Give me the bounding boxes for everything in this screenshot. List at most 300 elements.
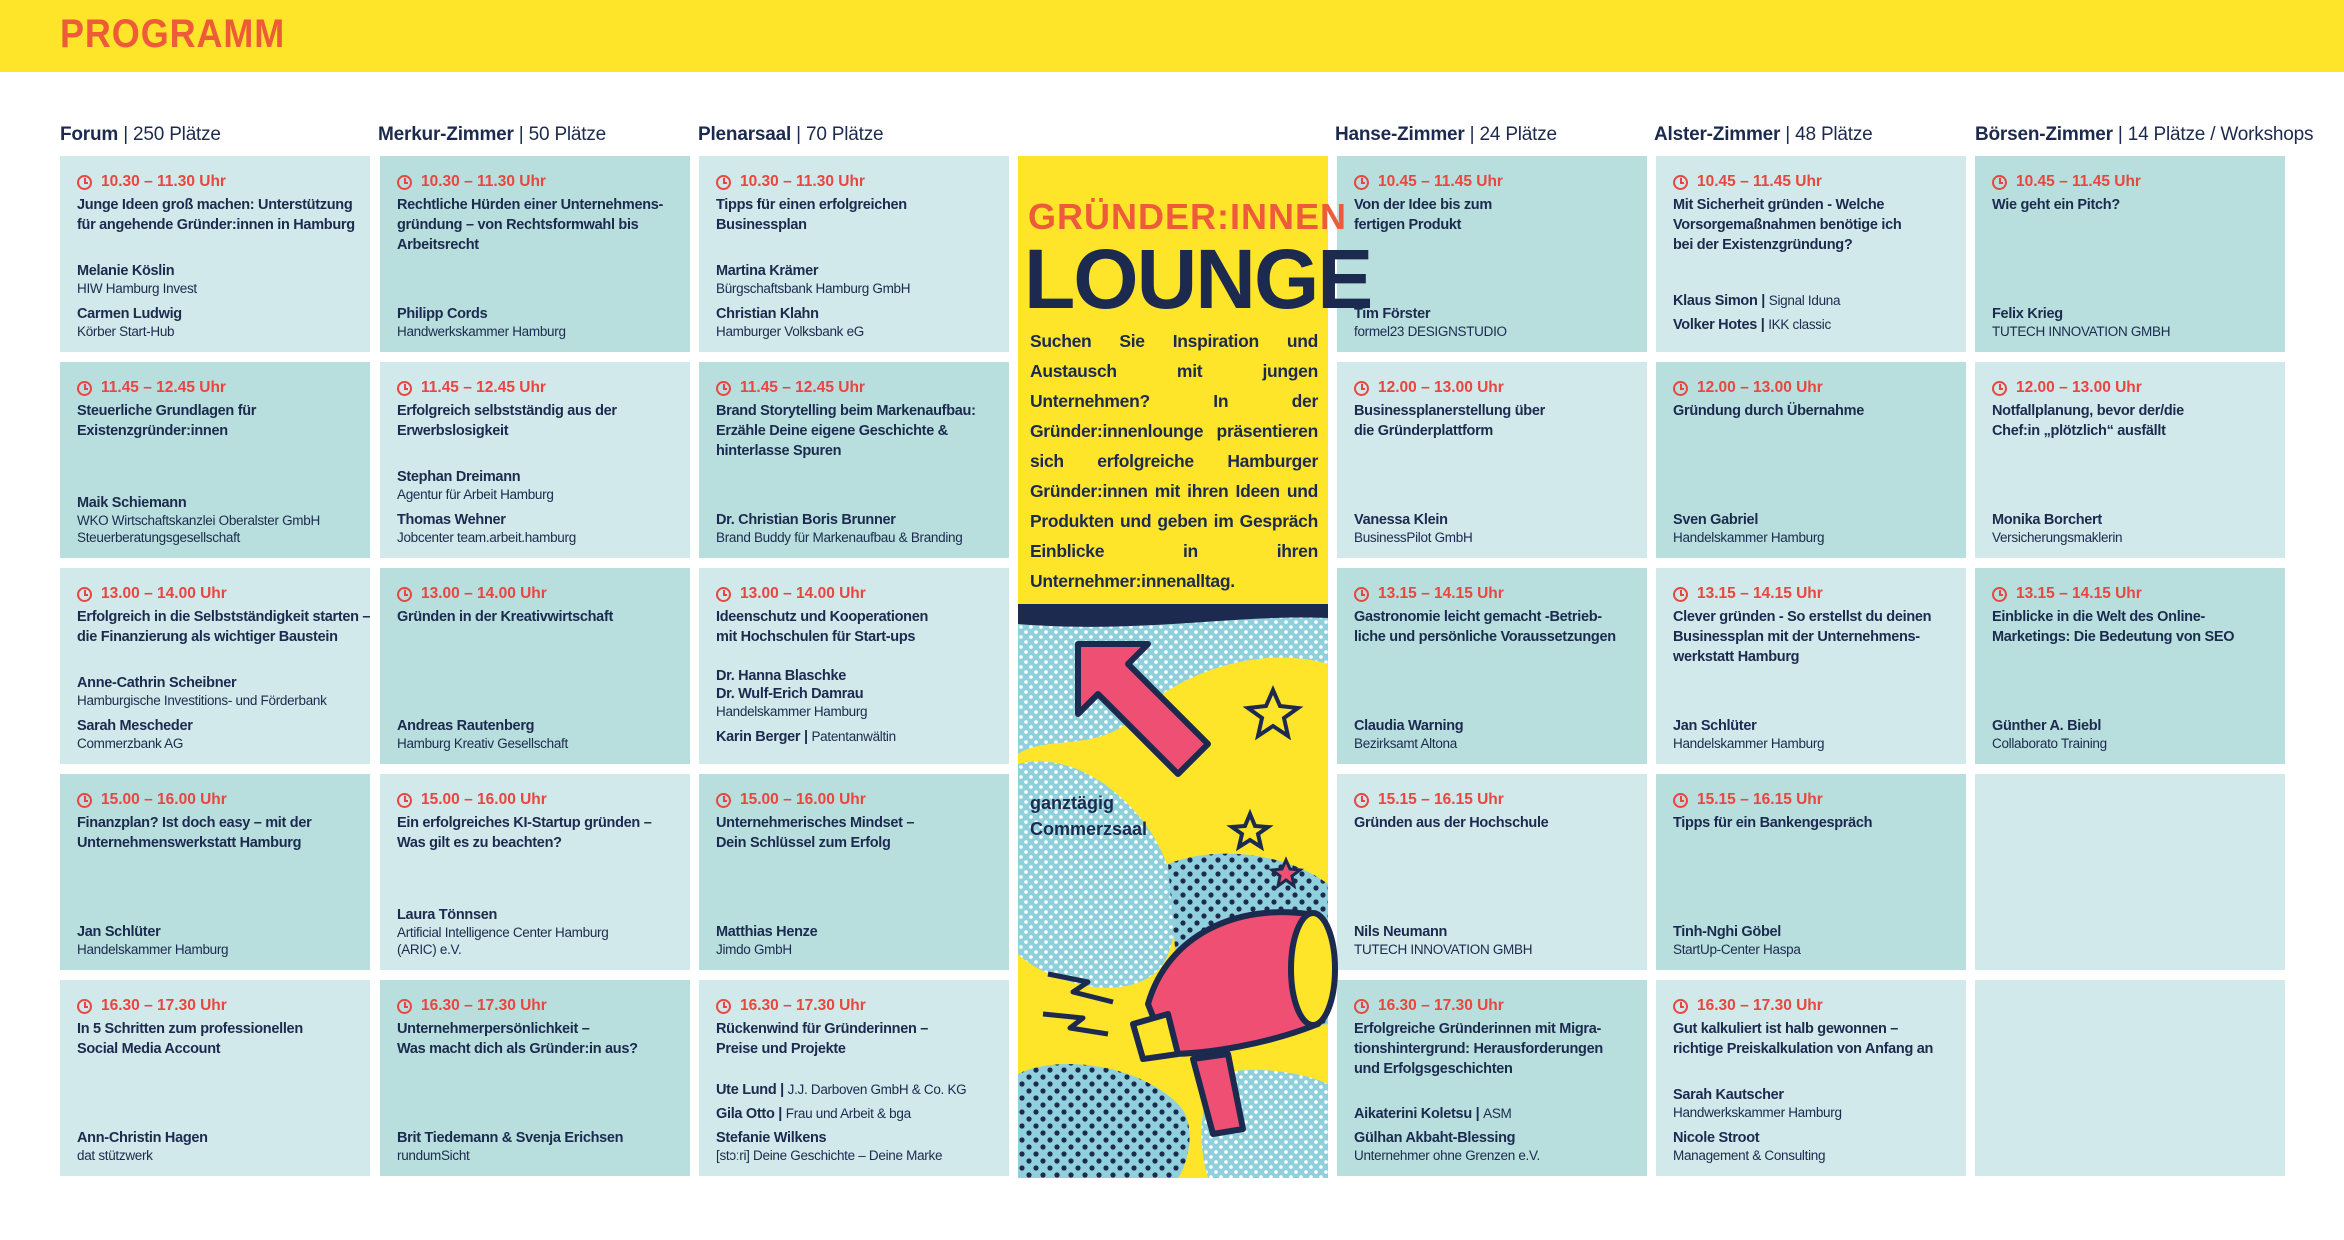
speaker-organization: (ARIC) e.V. xyxy=(397,942,462,957)
session-time: 16.30 – 17.30 Uhr xyxy=(740,997,866,1014)
session-title-line: Erfolgreich selbstständig aus der xyxy=(397,403,617,419)
speaker-name-text: Sarah Mescheder xyxy=(77,718,193,734)
speaker-organization: Handelskammer Hamburg xyxy=(1673,530,1825,545)
session-time-row xyxy=(397,378,690,398)
session-title xyxy=(77,1019,370,1059)
session-title-line: Unternehmerisches Mindset – xyxy=(716,815,915,831)
speaker-name-text: Gila Otto xyxy=(716,1106,775,1122)
separator: | xyxy=(1756,317,1769,333)
session-title-line: für angehende Gründer:innen in Hamburg xyxy=(77,217,355,233)
session-time-row xyxy=(397,790,690,810)
speaker-name-text: Tim Förster xyxy=(1354,306,1431,322)
speaker-list xyxy=(397,717,684,752)
empty-slot xyxy=(1975,980,2285,1176)
speaker-list xyxy=(397,305,684,340)
session-title-line: Junge Ideen groß machen: Unterstützung xyxy=(77,197,353,213)
session-title-line: richtige Preiskalkulation von Anfang an xyxy=(1673,1041,1934,1057)
session-title-line: Gründen aus der Hochschule xyxy=(1354,815,1549,831)
session-title-line: Rechtliche Hürden einer Unternehmens- xyxy=(397,197,664,213)
speaker-organization: Handwerkskammer Hamburg xyxy=(397,324,566,339)
speaker-name xyxy=(1673,717,1960,735)
speaker-organization: Patentanwältin xyxy=(811,729,896,744)
speaker-organization: Bürgschaftsbank Hamburg GmbH xyxy=(716,281,911,296)
speaker-name xyxy=(77,305,364,323)
speaker-name-text: Andreas Rautenberg xyxy=(397,718,535,734)
speaker-name xyxy=(1354,717,1641,735)
session-time-row xyxy=(77,790,370,810)
session-time: 12.00 – 13.00 Uhr xyxy=(1378,379,1504,396)
clock-icon xyxy=(716,175,731,190)
speaker-name-text: Volker Hotes xyxy=(1673,317,1757,333)
speaker-name xyxy=(716,1081,1003,1099)
session-card xyxy=(1975,156,2285,352)
clock-icon xyxy=(1354,381,1369,396)
speaker-list xyxy=(77,262,364,340)
session-time-row xyxy=(1673,790,1966,810)
session-time: 15.00 – 16.00 Uhr xyxy=(421,791,547,808)
lounge-footer-location: Commerzsaal xyxy=(1030,819,1148,839)
speaker-list xyxy=(1354,923,1641,958)
clock-icon xyxy=(77,793,92,808)
speaker-name-text: Tinh-Nghi Göbel xyxy=(1673,924,1781,940)
speaker-name xyxy=(77,1129,364,1147)
clock-icon xyxy=(1992,381,2007,396)
speaker-organization: TUTECH INNOVATION GMBH xyxy=(1354,942,1533,957)
session-card xyxy=(380,980,690,1176)
session-time-row xyxy=(77,172,370,192)
session-time: 16.30 – 17.30 Uhr xyxy=(1378,997,1504,1014)
room-capacity: 50 Plätze xyxy=(528,124,607,145)
room-name: Hanse-Zimmer xyxy=(1335,124,1465,145)
speaker-organization: [stɔːri] Deine Geschichte – Deine Marke xyxy=(716,1148,943,1163)
speaker-name xyxy=(716,305,1003,323)
session-title-line: Was macht dich als Gründer:in aus? xyxy=(397,1041,638,1057)
speaker-name xyxy=(77,717,364,735)
session-time: 11.45 – 12.45 Uhr xyxy=(101,379,226,396)
session-time-row xyxy=(1354,790,1647,810)
speaker-organization: Unternehmer ohne Grenzen e.V. xyxy=(1354,1148,1540,1163)
clock-icon xyxy=(397,999,412,1014)
speaker-name-text: Felix Krieg xyxy=(1992,306,2063,322)
session-title xyxy=(1673,813,1966,833)
session-time: 11.45 – 12.45 Uhr xyxy=(421,379,546,396)
session-card xyxy=(699,362,1009,558)
speaker-organization: Hamburger Volksbank eG xyxy=(716,324,864,339)
session-title-line: In 5 Schritten zum professionellen xyxy=(77,1021,303,1037)
speaker-list xyxy=(1673,292,1960,340)
clock-icon xyxy=(1354,999,1369,1014)
speaker-organization: Hamburgische Investitions- und Förderbank xyxy=(77,693,327,708)
speaker-name-text: Klaus Simon xyxy=(1673,293,1758,309)
session-title-line: Erwerbslosigkeit xyxy=(397,423,509,439)
session-title-line: Erfolgreich in die Selbstständigkeit starten – xyxy=(77,609,371,625)
session-time: 10.45 – 11.45 Uhr xyxy=(1697,173,1822,190)
speaker-organization: rundumSicht xyxy=(397,1148,470,1163)
speaker-name-text: Sven Gabriel xyxy=(1673,512,1759,528)
session-title xyxy=(716,401,1009,461)
session-card xyxy=(699,568,1009,764)
speaker-name-text: Stefanie Wilkens xyxy=(716,1130,827,1146)
speaker-name xyxy=(1992,511,2279,529)
session-title xyxy=(1673,1019,1966,1059)
speaker-list xyxy=(1354,1105,1641,1164)
session-title-line: die Gründerplattform xyxy=(1354,423,1494,439)
session-card xyxy=(60,774,370,970)
session-title xyxy=(1673,401,1966,421)
session-title-line: Von der Idee bis zum xyxy=(1354,197,1492,213)
speaker-name xyxy=(716,685,1003,703)
speaker-organization: Handelskammer Hamburg xyxy=(77,942,229,957)
speaker-name xyxy=(1354,1105,1641,1123)
session-card xyxy=(699,774,1009,970)
session-title xyxy=(397,607,690,627)
session-title-line: Was gilt es zu beachten? xyxy=(397,835,562,851)
session-card xyxy=(1656,774,1966,970)
session-time: 13.15 – 14.15 Uhr xyxy=(2016,585,2142,602)
session-card xyxy=(60,980,370,1176)
room-capacity: 250 Plätze xyxy=(133,124,221,145)
session-time-row xyxy=(397,584,690,604)
session-time-row xyxy=(77,996,370,1016)
session-title-line: Preise und Projekte xyxy=(716,1041,846,1057)
lounge-panel xyxy=(1018,156,1372,1178)
session-title-line: Erzähle Deine eigene Geschichte & xyxy=(716,423,948,439)
session-title xyxy=(1354,401,1647,441)
session-title-line: Businessplan mit der Unternehmens- xyxy=(1673,629,1920,645)
speaker-name-text: Gülhan Akbaht-Blessing xyxy=(1354,1130,1516,1146)
speaker-list xyxy=(1992,305,2279,340)
speaker-name-text: Martina Krämer xyxy=(716,263,819,279)
speaker-list xyxy=(716,511,1003,546)
session-title-line: Tipps für ein Bankengespräch xyxy=(1673,815,1873,831)
session-time: 16.30 – 17.30 Uhr xyxy=(101,997,227,1014)
speaker-name xyxy=(77,674,364,692)
session-card xyxy=(1975,568,2285,764)
speaker-organization: Handwerkskammer Hamburg xyxy=(1673,1105,1842,1120)
session-title xyxy=(716,1019,1009,1059)
session-title-line: Dein Schlüssel zum Erfolg xyxy=(716,835,891,851)
speaker-name-text: Sarah Kautscher xyxy=(1673,1087,1784,1103)
session-title-line: die Finanzierung als wichtiger Baustein xyxy=(77,629,338,645)
room-capacity: 24 Plätze xyxy=(1479,124,1557,145)
session-time-row xyxy=(77,378,370,398)
speaker-name xyxy=(397,906,684,924)
session-time-row xyxy=(1354,996,1647,1016)
session-time-row xyxy=(397,996,690,1016)
session-card xyxy=(1337,980,1647,1176)
session-card xyxy=(699,980,1009,1176)
session-time-row xyxy=(1354,584,1647,604)
speaker-name xyxy=(77,923,364,941)
clock-icon xyxy=(77,381,92,396)
speaker-list xyxy=(1673,511,1960,546)
session-title-line: Businessplan xyxy=(716,217,807,233)
session-title xyxy=(1992,401,2285,441)
speaker-organization: ASM xyxy=(1483,1106,1512,1121)
session-title-line: Gründen in der Kreativwirtschaft xyxy=(397,609,613,625)
speaker-organization: Handelskammer Hamburg xyxy=(716,704,868,719)
separator: | xyxy=(1464,124,1480,145)
speaker-organization: Bezirksamt Altona xyxy=(1354,736,1457,751)
speaker-name xyxy=(397,511,684,529)
speaker-organization: formel23 DESIGNSTUDIO xyxy=(1354,324,1507,339)
session-time-row xyxy=(1354,172,1647,192)
speaker-name xyxy=(397,468,684,486)
session-title xyxy=(1673,607,1966,667)
speaker-name-text: Claudia Warning xyxy=(1354,718,1464,734)
session-title xyxy=(77,195,370,235)
clock-icon xyxy=(1673,175,1688,190)
session-time: 12.00 – 13.00 Uhr xyxy=(2016,379,2142,396)
column-header-hanse xyxy=(1335,124,1557,146)
session-title xyxy=(1354,195,1647,235)
speaker-list xyxy=(1673,717,1960,752)
speaker-name-text: Dr. Wulf-Erich Damrau xyxy=(716,686,864,702)
speaker-organization: Versicherungsmaklerin xyxy=(1992,530,2123,545)
session-title xyxy=(77,813,370,853)
session-title-line: Tipps für einen erfolgreichen xyxy=(716,197,907,213)
session-card xyxy=(1337,568,1647,764)
lounge-heading-big: LOUNGE xyxy=(1024,232,1372,326)
speaker-name-text: Günther A. Biebl xyxy=(1992,718,2102,734)
speaker-list xyxy=(1673,923,1960,958)
speaker-name xyxy=(716,511,1003,529)
speaker-name xyxy=(1354,305,1641,323)
session-title-line: Businessplanerstellung über xyxy=(1354,403,1545,419)
session-time: 10.45 – 11.45 Uhr xyxy=(1378,173,1503,190)
session-card xyxy=(60,362,370,558)
speaker-name xyxy=(716,667,1003,685)
speaker-name-text: Ute Lund xyxy=(716,1082,777,1098)
session-title xyxy=(1992,607,2285,647)
session-time-row xyxy=(1992,172,2285,192)
speaker-organization: Hamburg Kreativ Gesellschaft xyxy=(397,736,568,751)
session-title-line: liche und persönliche Voraussetzungen xyxy=(1354,629,1616,645)
speaker-list xyxy=(716,667,1003,752)
separator: | xyxy=(118,124,134,145)
speaker-name xyxy=(1673,292,1960,310)
speaker-name xyxy=(1673,316,1960,334)
session-time: 13.00 – 14.00 Uhr xyxy=(740,585,866,602)
session-time-row xyxy=(716,790,1009,810)
session-title xyxy=(397,1019,690,1059)
speaker-list xyxy=(1992,511,2279,546)
session-time: 15.15 – 16.15 Uhr xyxy=(1378,791,1504,808)
session-title-line: Wie geht ein Pitch? xyxy=(1992,197,2120,213)
session-title-line: Mit Sicherheit gründen - Welche xyxy=(1673,197,1885,213)
separator: | xyxy=(800,729,812,745)
speaker-organization: Collaborato Training xyxy=(1992,736,2107,751)
session-title-line: Rückenwind für Gründerinnen – xyxy=(716,1021,929,1037)
session-time: 15.00 – 16.00 Uhr xyxy=(101,791,227,808)
session-time: 11.45 – 12.45 Uhr xyxy=(740,379,865,396)
session-card xyxy=(1656,568,1966,764)
speaker-name-text: Philipp Cords xyxy=(397,306,488,322)
speaker-organization: dat stützwerk xyxy=(77,1148,153,1163)
speaker-name-text: Jan Schlüter xyxy=(1673,718,1757,734)
speaker-name xyxy=(1673,1086,1960,1104)
session-time-row xyxy=(77,584,370,604)
session-title xyxy=(77,607,370,647)
speaker-list xyxy=(397,906,684,958)
session-card xyxy=(380,362,690,558)
speaker-name xyxy=(716,1105,1003,1123)
speaker-name xyxy=(716,923,1003,941)
session-time: 13.00 – 14.00 Uhr xyxy=(101,585,227,602)
session-title xyxy=(716,195,1009,235)
session-title-line: Gut kalkuliert ist halb gewonnen – xyxy=(1673,1021,1899,1037)
speaker-list xyxy=(77,923,364,958)
separator: | xyxy=(1780,124,1796,145)
session-title-line: Notfallplanung, bevor der/die xyxy=(1992,403,2184,419)
session-time-row xyxy=(1354,378,1647,398)
speaker-name-text: Matthias Henze xyxy=(716,924,818,940)
speaker-name xyxy=(716,728,1003,746)
speaker-name xyxy=(397,1129,684,1147)
speaker-name-text: Aikaterini Koletsu xyxy=(1354,1106,1472,1122)
speaker-name-text: Nicole Stroot xyxy=(1673,1130,1760,1146)
room-name: Forum xyxy=(60,124,119,145)
session-time-row xyxy=(1673,584,1966,604)
room-name: Plenarsaal xyxy=(698,124,792,145)
speaker-name-text: Laura Tönnsen xyxy=(397,907,498,923)
session-time-row xyxy=(1992,378,2285,398)
session-title-line: Existenzgründer:innen xyxy=(77,423,228,439)
speaker-name-text: Dr. Hanna Blaschke xyxy=(716,668,846,684)
session-time: 16.30 – 17.30 Uhr xyxy=(1697,997,1823,1014)
session-title-line: werkstatt Hamburg xyxy=(1673,649,1800,665)
session-title xyxy=(1992,195,2285,215)
session-card xyxy=(380,568,690,764)
column-header-boersen xyxy=(1975,124,2313,146)
session-time: 15.15 – 16.15 Uhr xyxy=(1697,791,1823,808)
session-title-line: gründung – von Rechtsformwahl bis xyxy=(397,217,639,233)
speaker-list xyxy=(1354,305,1641,340)
clock-icon xyxy=(397,381,412,396)
session-title-line: Einblicke in die Welt des Online- xyxy=(1992,609,2206,625)
session-title xyxy=(397,401,690,441)
separator: | xyxy=(774,1106,786,1122)
speaker-list xyxy=(77,494,364,546)
session-time: 13.00 – 14.00 Uhr xyxy=(421,585,547,602)
speaker-list xyxy=(77,1129,364,1164)
session-card xyxy=(380,774,690,970)
session-time-row xyxy=(397,172,690,192)
session-time: 10.30 – 11.30 Uhr xyxy=(101,173,226,190)
speaker-name-text: Karin Berger xyxy=(716,729,801,745)
speaker-name xyxy=(1354,511,1641,529)
clock-icon xyxy=(397,175,412,190)
speaker-list xyxy=(716,923,1003,958)
session-title xyxy=(1673,195,1966,255)
room-name: Merkur-Zimmer xyxy=(378,124,514,145)
clock-icon xyxy=(1992,587,2007,602)
room-name: Alster-Zimmer xyxy=(1654,124,1781,145)
speaker-name-text: Brit Tiedemann & Svenja Erichsen xyxy=(397,1130,624,1146)
session-title-line: Chef:in „plötzlich“ ausfällt xyxy=(1992,423,2166,439)
room-capacity: 14 Plätze / Workshops xyxy=(2127,124,2314,145)
session-title-line: mit Hochschulen für Start-ups xyxy=(716,629,916,645)
speaker-organization: Artificial Intelligence Center Hamburg xyxy=(397,925,609,940)
speaker-name xyxy=(1992,305,2279,323)
speaker-organization: Frau und Arbeit & bga xyxy=(785,1106,911,1121)
separator: | xyxy=(2112,124,2128,145)
room-name: Börsen-Zimmer xyxy=(1975,124,2113,145)
clock-icon xyxy=(716,793,731,808)
separator: | xyxy=(1471,1106,1484,1122)
session-title-line: Marketings: Die Bedeutung von SEO xyxy=(1992,629,2235,645)
session-title-line: Social Media Account xyxy=(77,1041,221,1057)
speaker-organization: HIW Hamburg Invest xyxy=(77,281,197,296)
empty-slot xyxy=(1975,774,2285,970)
speaker-name-text: Ann-Christin Hagen xyxy=(77,1130,208,1146)
speaker-organization: WKO Wirtschaftskanzlei Oberalster GmbH xyxy=(77,513,320,528)
clock-icon xyxy=(397,587,412,602)
column-header-plenar xyxy=(698,124,883,146)
clock-icon xyxy=(1354,793,1369,808)
session-time: 16.30 – 17.30 Uhr xyxy=(421,997,547,1014)
speaker-name xyxy=(397,717,684,735)
session-title-line: Unternehmerpersönlichkeit – xyxy=(397,1021,590,1037)
session-title xyxy=(397,195,690,255)
room-capacity: 48 Plätze xyxy=(1795,124,1873,145)
speaker-list xyxy=(1354,511,1641,546)
clock-icon xyxy=(716,381,731,396)
speaker-list xyxy=(1992,717,2279,752)
speaker-name xyxy=(1354,1129,1641,1147)
speaker-organization: BusinessPilot GmbH xyxy=(1354,530,1473,545)
speaker-organization: Agentur für Arbeit Hamburg xyxy=(397,487,554,502)
speaker-list xyxy=(716,1081,1003,1164)
session-title-line: Clever gründen - So erstellst du deinen xyxy=(1673,609,1932,625)
speaker-organization: Jobcenter team.arbeit.hamburg xyxy=(397,530,576,545)
session-title xyxy=(1354,607,1647,647)
session-title-line: Erfolgreiche Gründerinnen mit Migra- xyxy=(1354,1021,1602,1037)
megaphone-illustration xyxy=(1018,604,1328,1178)
session-card xyxy=(1656,980,1966,1176)
speaker-name-text: Stephan Dreimann xyxy=(397,469,521,485)
session-time-row xyxy=(716,584,1009,604)
clock-icon xyxy=(1354,587,1369,602)
session-card xyxy=(1337,362,1647,558)
lounge-footer xyxy=(1030,790,1147,842)
session-time-row xyxy=(716,996,1009,1016)
session-title-line: Vorsorgemaßnahmen benötige ich xyxy=(1673,217,1902,233)
speaker-name xyxy=(1673,1129,1960,1147)
speaker-name-text: Thomas Wehner xyxy=(397,512,506,528)
lounge-description: Suchen Sie Inspiration und Austausch mit jungen Unternehmen? In der Gründer:innenlounge präsentieren sich erfolgreiche Hamburger Gründer:innen mit ihren Ideen und Produkten und geben im Gespräch Einblicke in ihren Unternehmer:innenalltag. xyxy=(1030,331,1318,591)
speaker-organization: Brand Buddy für Markenaufbau & Branding xyxy=(716,530,963,545)
speaker-name xyxy=(1673,923,1960,941)
lounge-footer-time: ganztägig xyxy=(1030,793,1114,813)
session-card xyxy=(60,568,370,764)
speaker-name xyxy=(716,1129,1003,1147)
speaker-organization: Handelskammer Hamburg xyxy=(1673,736,1825,751)
session-title-line: fertigen Produkt xyxy=(1354,217,1462,233)
session-card xyxy=(1975,362,2285,558)
column-header-alster xyxy=(1654,124,1873,146)
speaker-name xyxy=(397,305,684,323)
session-title-line: Arbeitsrecht xyxy=(397,237,479,253)
speaker-organization: Jimdo GmbH xyxy=(716,942,792,957)
session-title xyxy=(1354,1019,1647,1079)
speaker-list xyxy=(397,468,684,546)
session-card xyxy=(380,156,690,352)
column-header-forum xyxy=(60,124,221,146)
session-title-line: bei der Existenzgründung? xyxy=(1673,237,1853,253)
clock-icon xyxy=(1673,793,1688,808)
session-time-row xyxy=(716,172,1009,192)
